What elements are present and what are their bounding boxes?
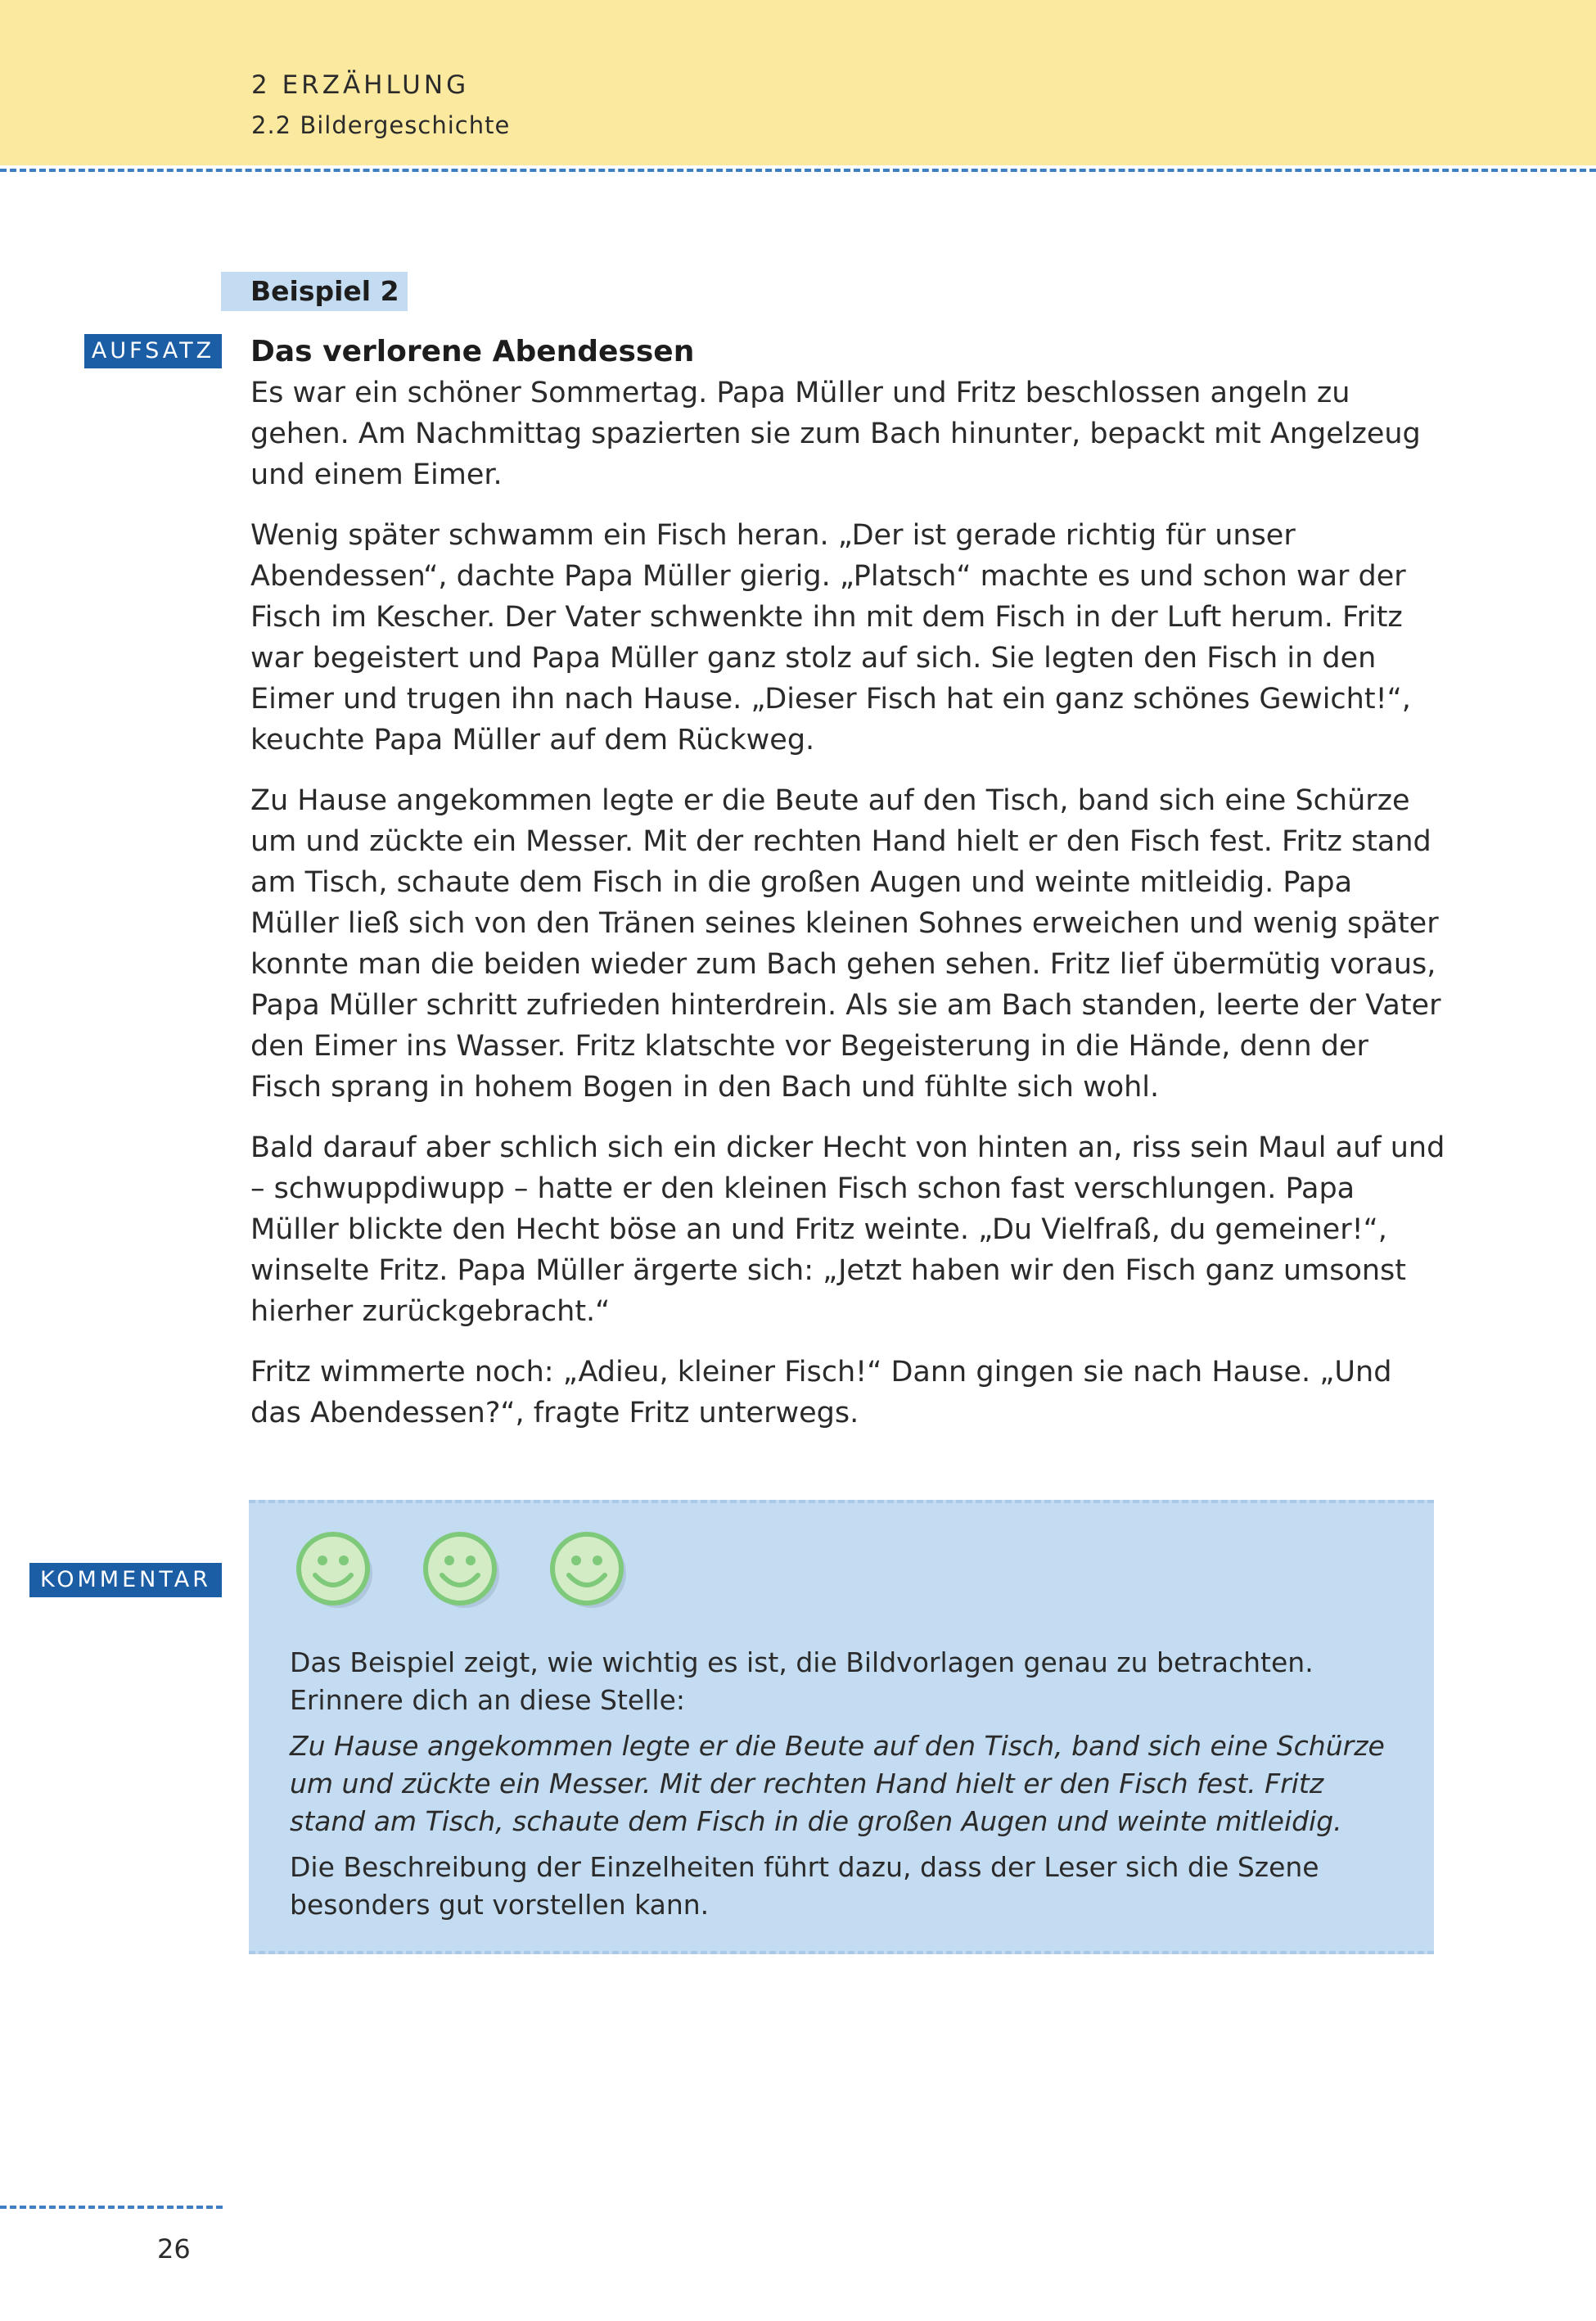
comment-box	[249, 1500, 1434, 1954]
smiley-icon	[548, 1529, 629, 1611]
story-paragraph: Fritz wimmerte noch: „Adieu, kleiner Fisch!“ Dann gingen sie nach Hause. „Und das Abendessen?“, fragte Fritz unterwegs.	[250, 1356, 1392, 1429]
story-paragraph: Wenig später schwamm ein Fisch heran. „Der ist gerade richtig für unser Abendessen“, dachte Papa Müller gierig. „Platsch“ machte es und schon war der Fisch im Kescher. Der Vater schwenkte ihn mit dem Fisch in der Luft herum. Fritz war begeistert und Papa Müller ganz stolz auf sich. Sie legten den Fisch in den Eimer und trugen ihn nach Hause. „Dieser Fisch hat ein ganz schönes Gewicht!“, keuchte Papa Müller auf dem Rückweg.	[250, 519, 1411, 756]
story-paragraph: Bald darauf aber schlich sich ein dicker Hecht von hinten an, riss sein Maul auf und – schwuppdiwupp – hatte er den kleinen Fisch schon fast verschlungen. Papa Müller blickte den Hecht böse an und Fritz weinte. „Du Vielfraß, du gemeiner!“, winselte Fritz. Papa Müller ärgerte sich: „Jetzt haben wir den Fisch ganz umsonst hierher zurückgebracht.“	[250, 1131, 1445, 1328]
story-paragraph: Zu Hause angekommen legte er die Beute auf den Tisch, band sich eine Schürze um und zückte ein Messer. Mit der rechten Hand hielt er den Fisch fest. Fritz stand am Tisch, schaute dem Fisch in die großen Augen und weinte mitleidig. Papa Müller ließ sich von den Tränen seines kleinen Sohnes erweichen und wenig später konnte man die beiden wieder zum Bach gehen sehen. Fritz lief übermütig voraus, Papa Müller schritt zufrieden hinterdrein. Als sie am Bach standen, leerte der Vater den Eimer ins Wasser. Fritz klatschte vor Begeisterung in die Hände, denn der Fisch sprang in hohem Bogen in den Bach und fühlte sich wohl.	[250, 784, 1441, 1104]
kommentar-tag: KOMMENTAR	[29, 1563, 222, 1597]
smiley-icon	[294, 1529, 376, 1611]
comment-intro: Das Beispiel zeigt, wie wichtig es ist, die Bildvorlagen genau zu betrachten. Erinnere dich an diese Stelle:	[290, 1646, 1314, 1716]
smiley-icon	[421, 1529, 503, 1611]
example-label: Beispiel 2	[221, 272, 408, 311]
story-paragraph: Es war ein schöner Sommertag. Papa Müller und Fritz beschlossen angeln zu gehen. Am Nachmittag spazierten sie zum Bach hinunter, bepackt mit Angelzeug und einem Eimer.	[250, 377, 1421, 491]
story-title: Das verlorene Abendessen	[250, 335, 695, 368]
page-header	[0, 0, 1596, 165]
chapter-title: 2 ERZÄHLUNG	[251, 70, 470, 100]
story	[250, 332, 1445, 1453]
aufsatz-tag: AUFSATZ	[84, 334, 222, 368]
comment-conclusion: Die Beschreibung der Einzelheiten führt dazu, dass der Leser sich die Szene besonders gut vorstellen kann.	[290, 1851, 1319, 1921]
header-divider	[0, 169, 1596, 172]
comment-text	[290, 1644, 1403, 1932]
footer-divider	[0, 2206, 223, 2209]
rating-smileys	[294, 1529, 638, 1619]
comment-quote: Zu Hause angekommen legte er die Beute auf den Tisch, band sich eine Schürze um und zückte ein Messer. Mit der rechten Hand hielt er den Fisch fest. Fritz stand am Tisch, schaute dem Fisch in die großen Augen und weinte mitleidig.	[290, 1730, 1385, 1837]
subchapter-title: 2.2 Bildergeschichte	[251, 111, 511, 139]
page-number: 26	[157, 2233, 191, 2265]
